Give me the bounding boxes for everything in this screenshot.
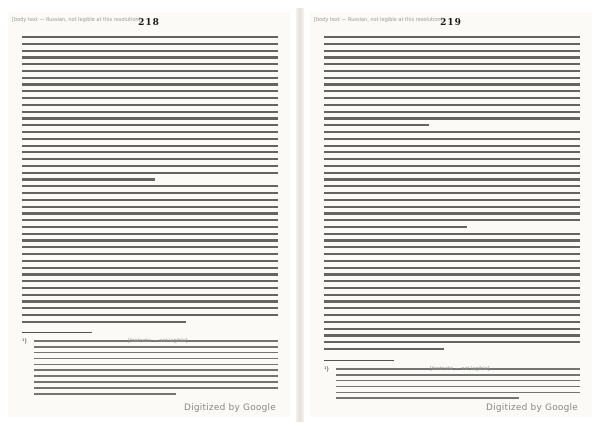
text-line	[324, 348, 444, 350]
text-line	[324, 341, 580, 343]
text-line	[22, 280, 278, 282]
text-line	[324, 50, 580, 52]
text-line	[22, 206, 278, 208]
text-line	[324, 185, 580, 187]
text-line	[22, 111, 278, 113]
left-footnote-rule	[22, 332, 92, 333]
digitized-by-google-watermark-right: Digitized by Google	[486, 403, 578, 413]
text-line	[324, 226, 467, 228]
text-line	[324, 131, 580, 133]
text-line	[22, 158, 278, 160]
text-line	[22, 233, 278, 235]
text-line	[22, 83, 278, 85]
text-line	[324, 314, 580, 316]
text-line	[324, 260, 580, 262]
text-line	[22, 212, 278, 214]
page-number-right: 219	[440, 18, 462, 28]
book-gutter	[296, 8, 304, 422]
text-line	[336, 386, 580, 388]
text-line	[324, 83, 580, 85]
text-line	[22, 314, 278, 316]
text-line	[22, 287, 278, 289]
text-line	[22, 117, 278, 119]
text-line	[22, 97, 278, 99]
text-line	[22, 260, 278, 262]
page-number-left: 218	[138, 18, 160, 28]
text-line	[324, 70, 580, 72]
text-line	[22, 273, 278, 275]
text-line	[324, 321, 580, 323]
text-line	[22, 199, 278, 201]
right-footnote-rule	[324, 360, 394, 361]
left-body-placeholder: [body text — Russian, not legible at this resolution]	[12, 17, 141, 23]
text-line	[34, 393, 176, 395]
text-line	[22, 63, 278, 65]
text-line	[336, 397, 519, 399]
left-page-body	[22, 36, 278, 328]
text-line	[22, 50, 278, 52]
text-line	[324, 104, 580, 106]
text-line	[324, 246, 580, 248]
text-line	[22, 124, 278, 126]
text-line	[324, 287, 580, 289]
text-line	[22, 172, 278, 174]
text-line	[22, 104, 278, 106]
text-line	[336, 380, 580, 382]
text-line	[22, 307, 278, 309]
text-line	[22, 178, 155, 180]
text-line	[324, 111, 580, 113]
text-line	[324, 267, 580, 269]
text-line	[336, 392, 580, 394]
text-line	[22, 138, 278, 140]
text-line	[22, 36, 278, 38]
text-line	[34, 352, 278, 354]
text-line	[324, 56, 580, 58]
text-line	[34, 346, 278, 348]
text-line	[22, 300, 278, 302]
text-line	[324, 334, 580, 336]
text-line	[324, 43, 580, 45]
text-line	[22, 70, 278, 72]
left-page-footnote	[34, 340, 278, 399]
text-line	[324, 145, 580, 147]
text-line	[22, 185, 278, 187]
left-footnote-marker: ¹)	[22, 338, 27, 345]
text-line	[22, 151, 278, 153]
right-page	[310, 12, 592, 417]
text-line	[324, 192, 580, 194]
text-line	[34, 358, 278, 360]
text-line	[324, 239, 580, 241]
text-line	[22, 131, 278, 133]
text-line	[324, 63, 580, 65]
text-line	[22, 226, 278, 228]
text-line	[324, 36, 580, 38]
left-page	[8, 12, 290, 417]
text-line	[324, 97, 580, 99]
text-line	[324, 124, 429, 126]
digitized-by-google-watermark-left: Digitized by Google	[184, 403, 276, 413]
right-page-body	[324, 36, 580, 355]
text-line	[22, 219, 278, 221]
right-footnote-placeholder: [footnote — not legible]	[430, 366, 490, 372]
text-line	[22, 43, 278, 45]
text-line	[22, 253, 278, 255]
text-line	[324, 172, 580, 174]
text-line	[34, 369, 278, 371]
text-line	[22, 165, 278, 167]
text-line	[324, 138, 580, 140]
text-line	[324, 178, 580, 180]
text-line	[336, 374, 580, 376]
text-line	[324, 328, 580, 330]
text-line	[324, 206, 580, 208]
text-line	[324, 253, 580, 255]
text-line	[324, 165, 580, 167]
text-line	[22, 267, 278, 269]
right-footnote-marker: ¹)	[324, 366, 329, 373]
text-line	[324, 273, 580, 275]
text-line	[34, 375, 278, 377]
text-line	[324, 300, 580, 302]
text-line	[324, 307, 580, 309]
text-line	[22, 145, 278, 147]
left-footnote-placeholder: [footnote — not legible]	[128, 338, 188, 344]
text-line	[22, 246, 278, 248]
text-line	[324, 212, 580, 214]
text-line	[324, 233, 580, 235]
right-body-placeholder: [body text — Russian, not legible at this resolution]	[314, 17, 443, 23]
text-line	[34, 387, 278, 389]
text-line	[324, 199, 580, 201]
text-line	[22, 239, 278, 241]
text-line	[34, 364, 278, 366]
text-line	[324, 280, 580, 282]
text-line	[22, 192, 278, 194]
text-line	[324, 90, 580, 92]
text-line	[34, 381, 278, 383]
right-page-footnote	[336, 368, 580, 403]
text-line	[22, 321, 186, 323]
text-line	[22, 90, 278, 92]
text-line	[324, 158, 580, 160]
text-line	[324, 117, 580, 119]
text-line	[324, 151, 580, 153]
text-line	[324, 219, 580, 221]
text-line	[22, 294, 278, 296]
text-line	[324, 77, 580, 79]
text-line	[324, 294, 580, 296]
text-line	[22, 56, 278, 58]
text-line	[22, 77, 278, 79]
